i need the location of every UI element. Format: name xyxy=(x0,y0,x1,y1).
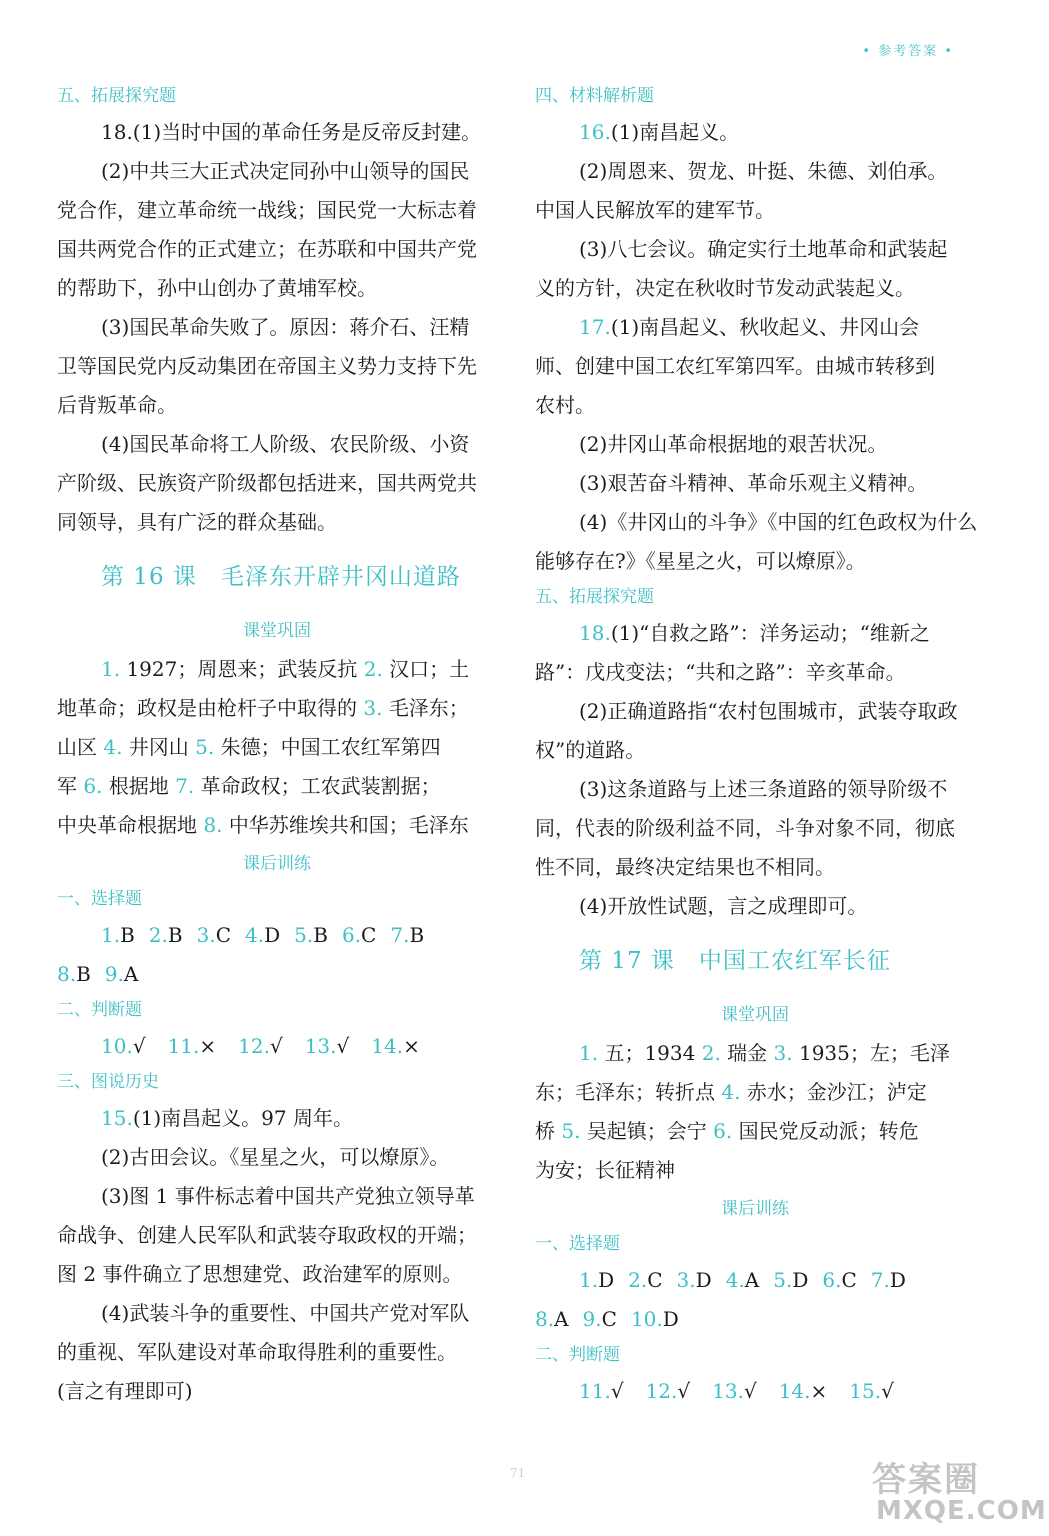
answer-item xyxy=(646,1372,691,1411)
item-number: 5. xyxy=(195,735,215,759)
answer-value: √ xyxy=(336,1034,350,1058)
answer-item xyxy=(294,916,328,955)
answer-value: D xyxy=(264,923,281,947)
choice-answers xyxy=(535,1300,975,1339)
answer-line: 命战争、创建人民军队和武装夺取政权的开端； xyxy=(57,1223,477,1247)
answer-text: 五；1934 xyxy=(604,1041,696,1065)
lesson-title: 第 17 课 中国工农红军长征 xyxy=(579,948,891,974)
answer-value: C xyxy=(601,1307,617,1331)
answer-text: (1)南昌起义。97 周年。 xyxy=(132,1106,353,1130)
item-number: 18. xyxy=(579,621,611,645)
answer-line: 的帮助下，孙中山创办了黄埔军校。 xyxy=(57,276,377,300)
answer-text: 毛泽东； xyxy=(388,696,469,720)
answer-text: 革命政权；工农武装割据； xyxy=(200,774,441,798)
section-heading: 一、选择题 xyxy=(535,1234,620,1254)
answer-line: (3)艰苦奋斗精神、革命乐观主义精神。 xyxy=(579,471,928,495)
answer-line: (言之有理即可) xyxy=(57,1379,193,1403)
section-heading: 五、拓展探究题 xyxy=(535,587,654,607)
answer-text: 根据地 xyxy=(108,774,169,798)
answer-item xyxy=(773,1261,808,1300)
answer-line: (3)图 1 事件标志着中国共产党独立领导革 xyxy=(101,1184,475,1208)
item-number: 1. xyxy=(579,1268,599,1292)
item-number: 1. xyxy=(101,923,121,947)
answer-line xyxy=(535,1073,975,1112)
answer-item xyxy=(583,1300,617,1339)
judge-answers xyxy=(57,1027,497,1066)
answer-item xyxy=(712,1372,757,1411)
answer-value: × xyxy=(403,1034,420,1058)
item-number: 10. xyxy=(101,1034,133,1058)
answer-text: 为安；长征精神 xyxy=(535,1158,675,1182)
answer-item xyxy=(849,1372,894,1411)
answer-value: A xyxy=(554,1307,569,1331)
answer-line: 18.(1)当时中国的革命任务是反帝反封建。 xyxy=(101,120,482,144)
item-number: 3. xyxy=(773,1041,793,1065)
answer-value: D xyxy=(662,1307,679,1331)
running-header: • 参考答案 • xyxy=(862,44,954,59)
answer-line: (4)武装斗争的重要性、中国共产党对军队 xyxy=(101,1301,470,1325)
answer-line: 性不同，最终决定结果也不相同。 xyxy=(535,855,835,879)
answer-line: 图 2 事件确立了思想建党、政治建军的原则。 xyxy=(57,1262,463,1286)
answer-value: √ xyxy=(610,1379,624,1403)
answer-line: 后背叛革命。 xyxy=(57,393,177,417)
answer-item xyxy=(101,916,135,955)
answer-text: 地革命；政权是由枪杆子中取得的 xyxy=(57,696,357,720)
answer-text: 赤水；金沙江；泸定 xyxy=(746,1080,927,1104)
answer-value: × xyxy=(810,1379,828,1403)
answer-value: B xyxy=(409,923,425,947)
item-number: 8. xyxy=(57,962,77,986)
answer-value: √ xyxy=(881,1379,894,1403)
answer-item xyxy=(822,1261,856,1300)
answer-value: A xyxy=(744,1268,760,1292)
answer-text: 朱德；中国工农红军第四 xyxy=(220,735,441,759)
answer-text: 1927；周恩来；武装反抗 xyxy=(126,657,358,681)
item-number: 11. xyxy=(167,1034,200,1058)
answer-value: C xyxy=(215,923,231,947)
item-number: 17. xyxy=(579,315,611,339)
item-number: 14. xyxy=(371,1034,404,1058)
item-number: 5. xyxy=(294,923,314,947)
answer-line: (2)正确道路指“农村包围城市，武装夺取政 xyxy=(579,699,958,723)
answer-line xyxy=(535,113,975,152)
item-number: 6. xyxy=(713,1119,733,1143)
item-number: 2. xyxy=(628,1268,648,1292)
item-number: 14. xyxy=(778,1379,811,1403)
answer-line: 农村。 xyxy=(535,393,595,417)
item-number: 8. xyxy=(535,1307,555,1331)
answer-value: D xyxy=(889,1268,906,1292)
answer-item xyxy=(101,1027,146,1066)
item-number: 12. xyxy=(238,1034,270,1058)
answer-line: 产阶级、民族资产阶级都包括进来，国共两党共 xyxy=(57,471,477,495)
answer-text: 汉口；土 xyxy=(389,657,470,681)
answer-line: 同，代表的阶级利益不同，斗争对象不同，彻底 xyxy=(535,816,955,840)
answer-value: D xyxy=(598,1268,615,1292)
item-number: 8. xyxy=(203,813,223,837)
answer-value: C xyxy=(841,1268,857,1292)
answer-item xyxy=(238,1027,283,1066)
answer-text: 1935；左；毛泽 xyxy=(798,1041,950,1065)
answer-text: 吴起镇；会宁 xyxy=(586,1119,707,1143)
item-number: 15. xyxy=(101,1106,133,1130)
item-number: 1. xyxy=(101,657,121,681)
section-heading: 一、选择题 xyxy=(57,889,142,909)
item-number: 15. xyxy=(849,1379,882,1403)
section-heading: 五、拓展探究题 xyxy=(57,86,176,106)
choice-answers xyxy=(57,955,497,994)
answer-line: 路”：戊戌变法；“共和之路”：辛亥革命。 xyxy=(535,660,906,684)
section-heading: 四、材料解析题 xyxy=(535,86,654,106)
answer-item xyxy=(628,1261,662,1300)
item-number: 6. xyxy=(341,923,362,947)
answer-text: 桥 xyxy=(535,1119,555,1143)
answer-line: 中国人民解放军的建军节。 xyxy=(535,198,775,222)
item-number: 13. xyxy=(712,1379,744,1403)
answer-line: (2)古田会议。《星星之火，可以燎原》。 xyxy=(101,1145,450,1169)
answer-text: 国民党反动派；转危 xyxy=(738,1119,919,1143)
answer-item xyxy=(779,1372,828,1411)
item-number: 4. xyxy=(103,735,123,759)
answer-line: 能够存在?》《星星之火，可以燎原》。 xyxy=(535,549,866,573)
answer-item xyxy=(245,916,280,955)
answer-value: √ xyxy=(677,1379,691,1403)
item-number: 7. xyxy=(870,1268,890,1292)
subsection-title: 课堂巩固 xyxy=(243,621,311,641)
judge-answers xyxy=(535,1372,975,1411)
answer-item xyxy=(677,1261,712,1300)
answer-text: 中央革命根据地 xyxy=(57,813,197,837)
answer-item xyxy=(871,1261,906,1300)
answer-value: D xyxy=(695,1268,712,1292)
answer-item xyxy=(390,916,424,955)
answer-item xyxy=(197,916,231,955)
item-number: 12. xyxy=(645,1379,678,1403)
item-number: 6. xyxy=(822,1268,842,1292)
answer-line: (2)中共三大正式决定同孙中山领导的国民 xyxy=(101,159,470,183)
answer-line: 卫等国民党内反动集团在帝国主义势力支持下先 xyxy=(57,354,477,378)
item-number: 10. xyxy=(630,1307,663,1331)
answer-text: 山区 xyxy=(57,735,97,759)
item-number: 1. xyxy=(579,1041,599,1065)
answer-line xyxy=(535,1112,975,1151)
answer-line: (4)国民革命将工人阶级、农民阶级、小资 xyxy=(101,432,470,456)
answer-item xyxy=(631,1300,679,1339)
item-number: 4. xyxy=(245,923,265,947)
answer-value: A xyxy=(123,962,139,986)
choice-answers xyxy=(535,1261,975,1300)
answer-line xyxy=(57,728,497,767)
answer-line: 党合作，建立革命统一战线；国民党一大标志着 xyxy=(57,198,477,222)
answer-value: C xyxy=(647,1268,663,1292)
item-number: 2. xyxy=(701,1041,721,1065)
watermark-url: MXQE.COM xyxy=(876,1496,1047,1526)
answer-text: 东；毛泽东；转折点 xyxy=(535,1080,715,1104)
answer-line: 师、创建中国工农红军第四军。由城市转移到 xyxy=(535,354,935,378)
answer-line: 的重视、军队建设对革命取得胜利的重要性。 xyxy=(57,1340,457,1364)
answer-item xyxy=(579,1261,614,1300)
item-number: 16. xyxy=(579,120,611,144)
answer-line xyxy=(57,767,497,806)
answer-value: C xyxy=(361,923,377,947)
lesson-title: 第 16 课 毛泽东开辟井冈山道路 xyxy=(101,564,461,590)
answer-item xyxy=(371,1027,420,1066)
item-number: 2. xyxy=(148,923,168,947)
answer-item xyxy=(726,1261,760,1300)
item-number: 13. xyxy=(304,1034,337,1058)
page-number: 71 xyxy=(510,1466,526,1480)
answer-value: √ xyxy=(269,1034,283,1058)
answer-line xyxy=(535,614,975,653)
answer-line xyxy=(535,308,975,347)
answer-line: (2)井冈山革命根据地的艰苦状况。 xyxy=(579,432,888,456)
answer-value: B xyxy=(76,962,91,986)
item-number: 2. xyxy=(363,657,383,681)
item-number: 3. xyxy=(363,696,383,720)
answer-line xyxy=(57,806,497,845)
answer-line: 权”的道路。 xyxy=(535,738,646,762)
item-number: 7. xyxy=(175,774,195,798)
answer-line: 同领导，具有广泛的群众基础。 xyxy=(57,510,337,534)
subsection-title: 课后训练 xyxy=(721,1199,789,1219)
answer-line: 国共两党合作的正式建立；在苏联和中国共产党 xyxy=(57,237,477,261)
answer-line: (3)国民革命失败了。原因：蒋介石、汪精 xyxy=(101,315,470,339)
item-number: 3. xyxy=(196,923,216,947)
section-heading: 三、图说历史 xyxy=(57,1072,159,1092)
answer-item xyxy=(342,916,376,955)
right-column xyxy=(535,80,978,1411)
answer-line: (3)这条道路与上述三条道路的领导阶级不 xyxy=(579,777,948,801)
item-number: 4. xyxy=(725,1268,745,1292)
answer-text: (1)南昌起义、秋收起义、井冈山会 xyxy=(610,315,920,339)
item-number: 5. xyxy=(773,1268,793,1292)
answer-value: √ xyxy=(132,1034,146,1058)
left-column xyxy=(57,80,497,1411)
watermark-logo: 答案圈 xyxy=(872,1460,980,1500)
answer-text: 军 xyxy=(57,774,77,798)
item-number: 5. xyxy=(561,1119,581,1143)
answer-text: (1)南昌起义。 xyxy=(610,120,740,144)
answer-line: (4)《井冈山的斗争》《中国的红色政权为什么 xyxy=(579,510,978,534)
answer-text: 瑞金 xyxy=(727,1041,768,1065)
answer-text: 中华苏维埃共和国；毛泽东 xyxy=(228,813,469,837)
item-number: 6. xyxy=(83,774,103,798)
answer-item xyxy=(305,1027,350,1066)
answer-line xyxy=(57,650,497,689)
answer-value: B xyxy=(313,923,328,947)
answer-text: (1)“自救之路”：洋务运动；“维新之 xyxy=(610,621,930,645)
answer-item xyxy=(105,955,139,994)
answer-item xyxy=(168,1027,217,1066)
choice-answers xyxy=(57,916,497,955)
answer-line xyxy=(57,1099,497,1138)
answer-value: √ xyxy=(743,1379,757,1403)
item-number: 4. xyxy=(721,1080,741,1104)
answer-item xyxy=(535,1300,569,1339)
answer-text: 井冈山 xyxy=(128,735,189,759)
answer-item xyxy=(149,916,183,955)
item-number: 9. xyxy=(582,1307,602,1331)
answer-line xyxy=(57,689,497,728)
answer-line: (4)开放性试题，言之成理即可。 xyxy=(579,894,868,918)
answer-value: B xyxy=(120,923,135,947)
subsection-title: 课后训练 xyxy=(243,854,311,874)
subsection-title: 课堂巩固 xyxy=(721,1005,789,1025)
answer-line: (2)周恩来、贺龙、叶挺、朱德、刘伯承。 xyxy=(579,159,948,183)
answer-value: × xyxy=(199,1034,217,1058)
item-number: 11. xyxy=(579,1379,611,1403)
section-heading: 二、判断题 xyxy=(57,1000,142,1020)
answer-line: 义的方针，决定在秋收时节发动武装起义。 xyxy=(535,276,915,300)
answer-line xyxy=(535,1151,975,1190)
answer-value: B xyxy=(167,923,183,947)
answer-line: (3)八七会议。确定实行土地革命和武装起 xyxy=(579,237,948,261)
item-number: 3. xyxy=(676,1268,696,1292)
section-heading: 二、判断题 xyxy=(535,1345,620,1365)
item-number: 9. xyxy=(104,962,124,986)
answer-item xyxy=(57,955,91,994)
answer-value: D xyxy=(792,1268,809,1292)
item-number: 7. xyxy=(390,923,410,947)
answer-item xyxy=(579,1372,624,1411)
answer-line xyxy=(535,1034,975,1073)
